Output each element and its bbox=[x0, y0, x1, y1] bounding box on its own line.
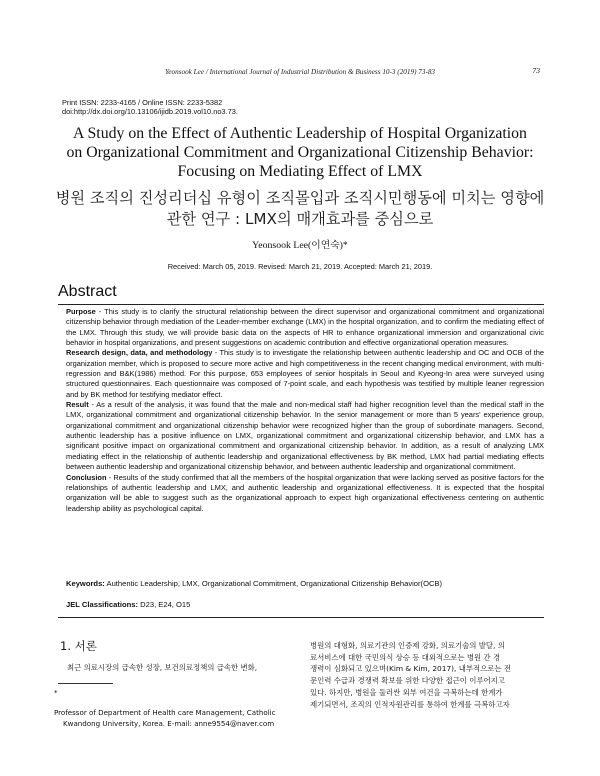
jel-classifications bbox=[66, 600, 544, 609]
author: Yeonsook Lee(이연숙)* bbox=[252, 240, 348, 251]
title-en-line: Focusing on Mediating Effect of LMX bbox=[177, 163, 423, 181]
title-english bbox=[30, 124, 570, 182]
title-en-line: A Study on the Effect of Authentic Leadership of Hospital Organization bbox=[73, 125, 527, 142]
purpose-text: - This study is to clarify the structural relationship between the direct supervisor and organizational commitment and organizational citizenship behavior through mediation of the Leader-member exchange (LMX) in the hospital organization, and to confirm the mediating effect of the LMX. Through this study, we will provide basic data on the aspects of HR to enhance organizational immersion and organizational civic behavior in hospital organizations, and present suggestions on academic contribution and effective organizational operation measures. bbox=[66, 307, 544, 348]
dates: Received: March 05, 2019. Revised: March 21, 2019. Accepted: March 21, 2019. bbox=[167, 262, 433, 271]
abstract-result bbox=[66, 400, 544, 472]
title-korean bbox=[30, 188, 570, 230]
title-ko-line: 병원 조직의 진성리더십 유형이 조직몰입과 조직시민행동에 미치는 영향에 bbox=[55, 189, 545, 207]
body-line: 문인력 수급과 경쟁력 확보를 위한 다양한 접근이 이루어지고 bbox=[310, 676, 505, 686]
purpose-label: Purpose bbox=[66, 307, 96, 316]
abstract-conclusion bbox=[66, 473, 544, 514]
result-label: Result bbox=[66, 400, 89, 410]
page-number: 73 bbox=[532, 66, 540, 75]
divider bbox=[58, 304, 544, 305]
body-line: 료서비스에 대한 국민의식 상승 등 대외적으로는 병원 간 경 bbox=[310, 652, 501, 662]
body-line: 있다. 하지만, 병원을 둘러싼 외부 여건을 극복하는데 한계가 bbox=[310, 687, 503, 697]
design-label: Research design, data, and methodology bbox=[66, 348, 213, 358]
jel-text: D23, E24, O15 bbox=[138, 600, 191, 609]
footnote-text: Professor of Department of Health care Management, Catholic bbox=[54, 708, 276, 718]
abstract-purpose bbox=[66, 307, 544, 348]
left-column-text: 최근 의료시장의 급속한 성장, 보건의료정책의 급속한 변화, bbox=[67, 663, 258, 672]
design-text: - This study is to investigate the relationship between authentic leadership and OC and OCB of the organization member, which is proposed to secure more active and high competitiveness in the recent changing medical environment, with multi-regression and B&K(1986) method. For this purpose, 653 employees of senior hospitals in Seoul and Kyeong-In area were surveyed using structured questionnaires. Each questionnaire was composed of 7-point scale, and each hypothesis was testified by multiple leaner regression and by BK method for testifying mediator effect. bbox=[66, 348, 545, 399]
right-column-text bbox=[310, 640, 542, 710]
divider bbox=[58, 617, 544, 618]
result-text: - As a result of the analysis, it was found that the male and non-medical staff had higher recognition level than the medical staff in the LMX, organizational commitment and organizational citizenship behavior. In the senior management or more than 5 years' experience group, organizational commitment and organizational citizenship behavior were recognized higher than the group of subordinate managers. Second, authentic leadership has a positive influence on LMX, organizational commitment and organizational citizenship behavior, and LMX has a significant positive impact on organizational commitment and organizational citizenship behavior. In addition, as a result of analyzing LMX mediating effect in the relationship of authentic leadership and organizational effectiveness by BK method, LMX had partial mediating effects between authentic leadership and organizational citizenship behavior, and between authentic leadership and organizational commitment. bbox=[66, 400, 544, 472]
title-ko-line: 관한 연구 : LMX의 매개효과를 중심으로 bbox=[166, 210, 434, 228]
doi: doi:http://dx.doi.org/10.13106/ijidb.2019.vol10.no3.73. bbox=[62, 107, 238, 117]
footnote-mark: * bbox=[54, 688, 58, 697]
title-en-line: on Organizational Commitment and Organizational Citizenship Behavior: bbox=[66, 144, 534, 162]
abstract-heading: Abstract bbox=[58, 283, 117, 300]
jel-label: JEL Classifications: bbox=[66, 600, 139, 609]
body-line: 쟁력이 심화되고 있으며(Kim & Kim, 2017), 내부적으로는 전 bbox=[310, 664, 512, 674]
issn: Print ISSN: 2233-4165 / Online ISSN: 2233-5382 bbox=[62, 98, 223, 107]
footnote-rule bbox=[58, 683, 113, 684]
conclusion-text: - Results of the study confirmed that all the members of the hospital organization that were lacking served as positive factors for the relationships of authentic leadership and LMX, and authentic leadership and organizational effectiveness. It is expected that the hospital organization will be able to suggest such as the organizational approach to expect high organizational effectiveness centering on authentic leadership ability as psychological capital. bbox=[66, 472, 544, 513]
footnote bbox=[54, 688, 294, 729]
conclusion-label: Conclusion bbox=[66, 472, 107, 482]
footnote-line bbox=[54, 688, 294, 719]
body-line: 병원의 대형화, 의료기관의 인증제 강화, 의료기술의 발달, 의 bbox=[310, 641, 505, 650]
keywords-label: Keywords: bbox=[66, 579, 105, 588]
identifiers bbox=[62, 98, 238, 116]
abstract-body bbox=[66, 307, 544, 514]
keywords bbox=[66, 579, 544, 588]
keywords-text: Authentic Leadership, LMX, Organizational Commitment, Organizational Citizenship Behavior(OCB) bbox=[104, 579, 443, 588]
abstract-design bbox=[66, 348, 544, 400]
footnote-line: Kwandong University, Korea. E-mail: anne9554@naver.com bbox=[63, 718, 275, 728]
body-line: 제기되면서, 조직의 인적자원관리를 통하여 한계를 극복하고자 bbox=[310, 699, 510, 709]
running-head: Yeonsook Lee / International Journal of Industrial Distribution & Business 10-3 (2019) 73-83 bbox=[164, 68, 436, 76]
section-heading: 1. 서론 bbox=[60, 639, 97, 653]
